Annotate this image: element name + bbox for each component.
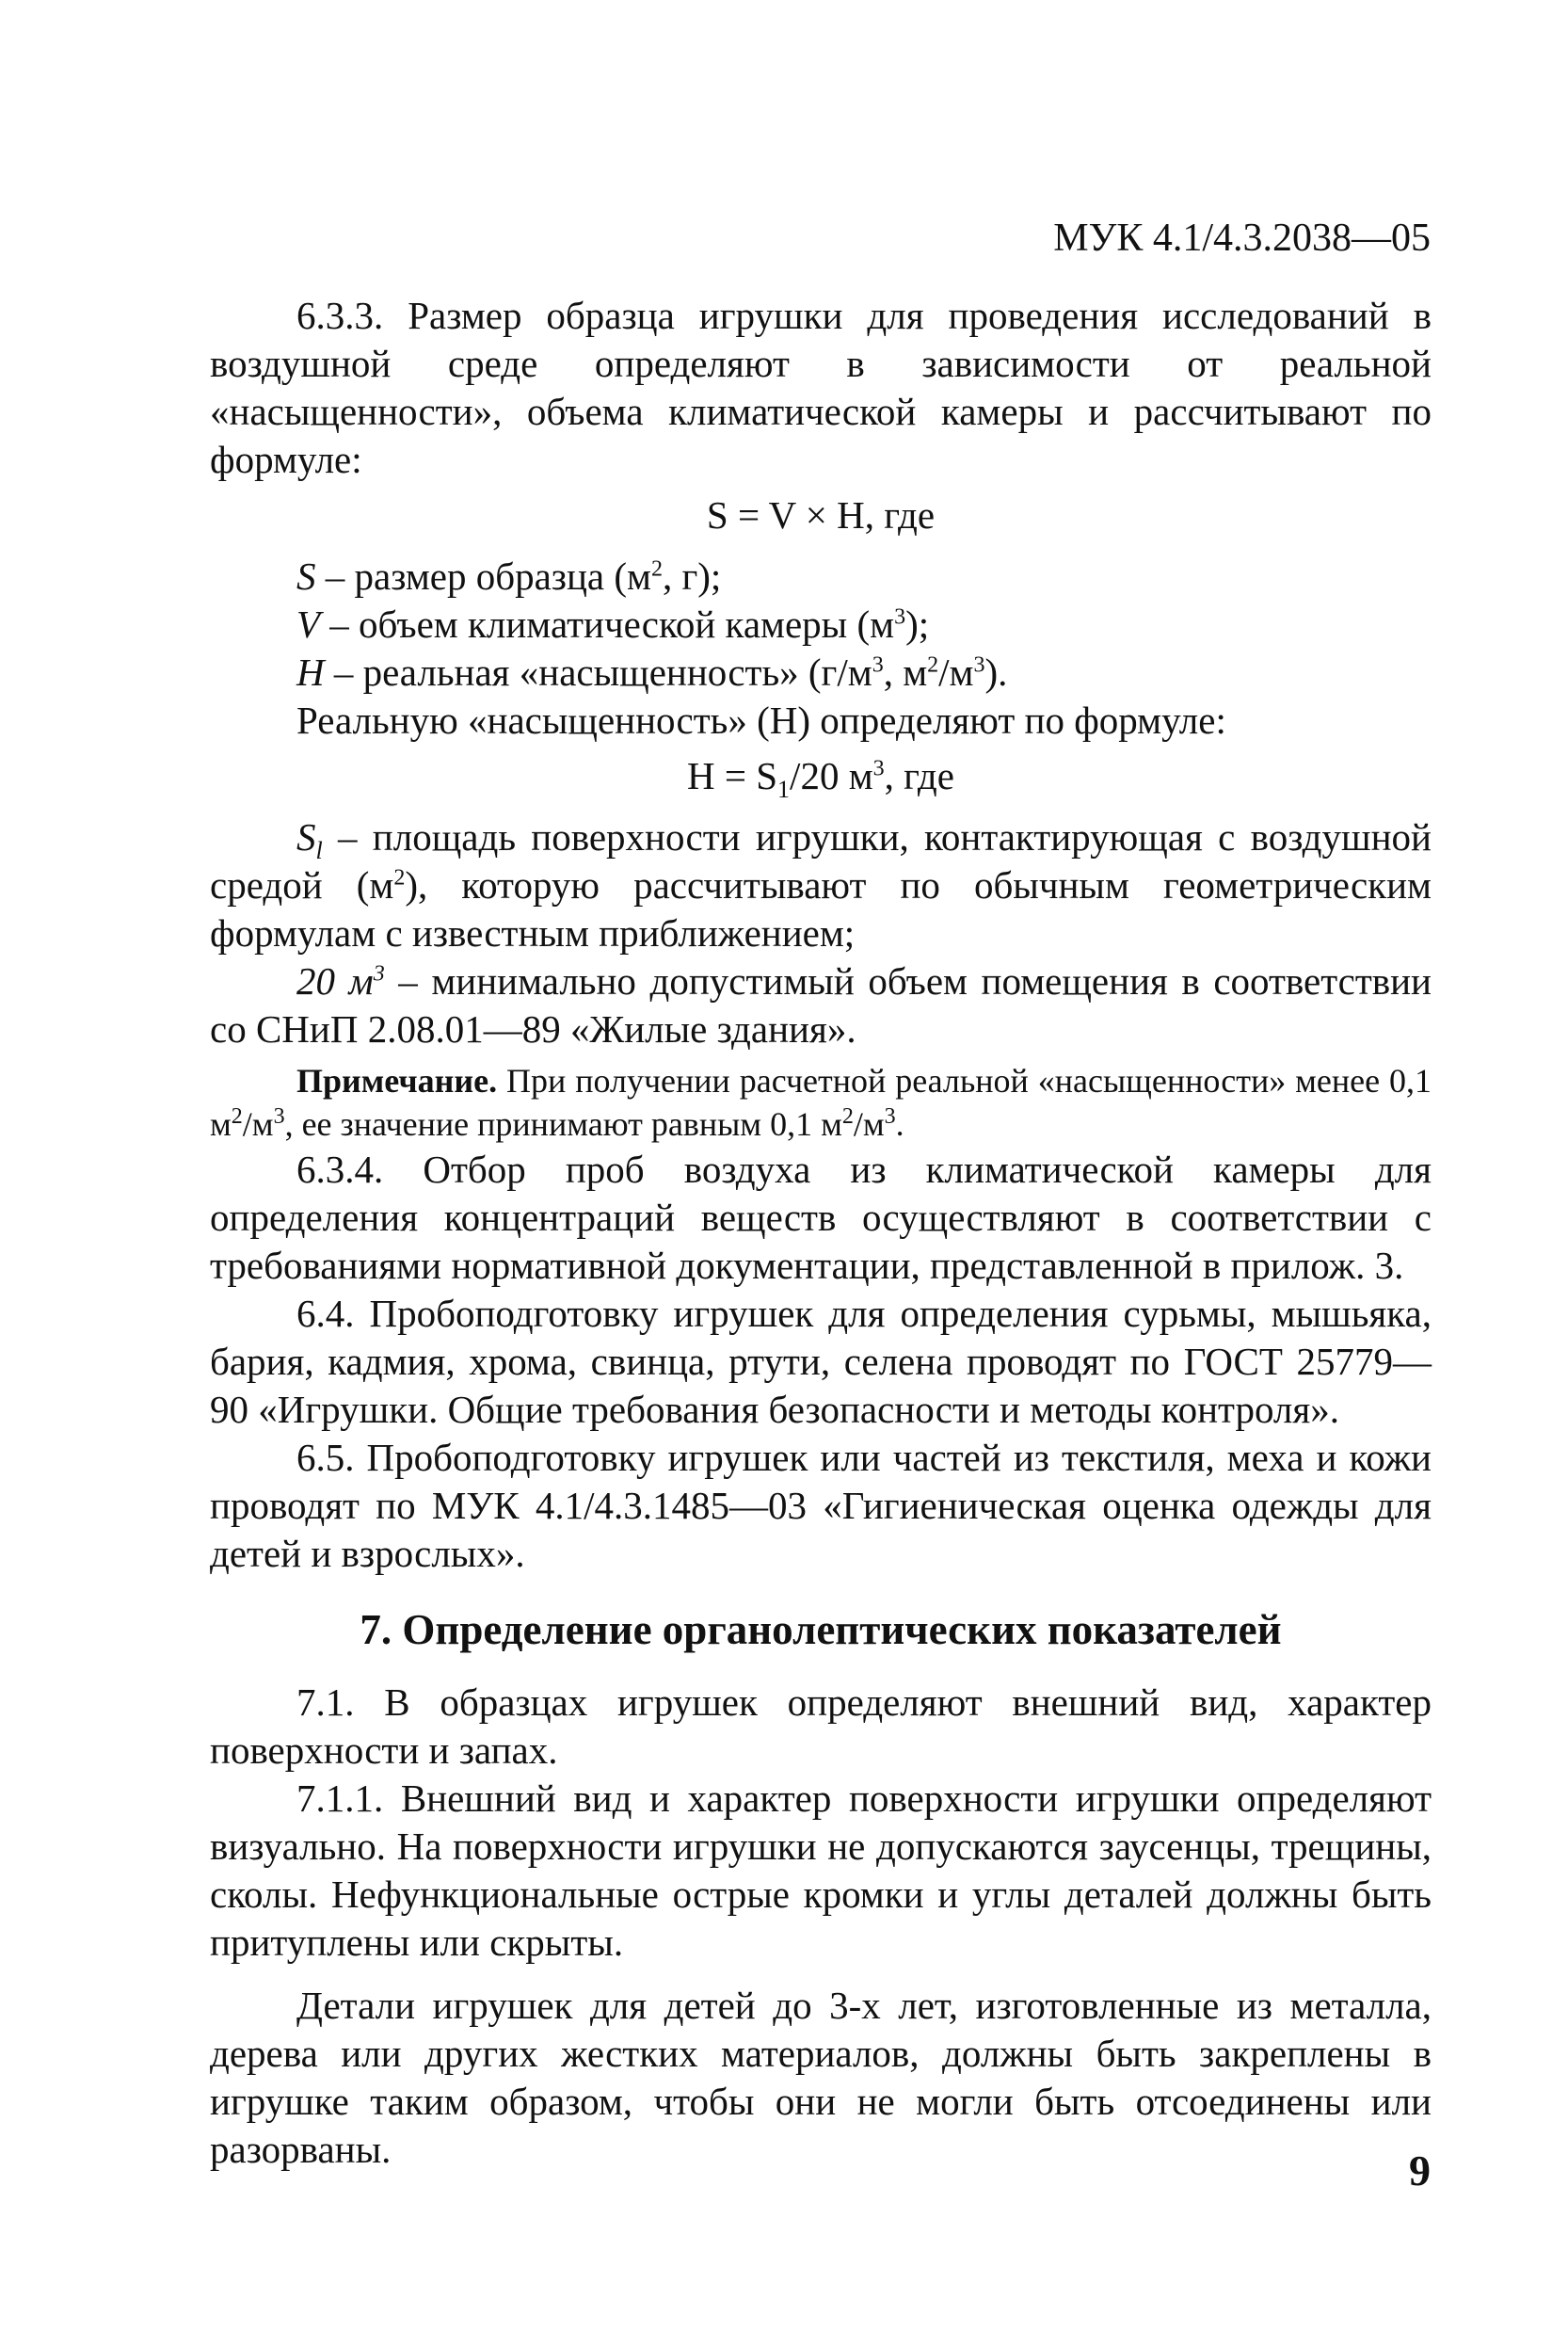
definition-v-symbol: V xyxy=(296,603,321,646)
definition-h-text-mid: , м xyxy=(883,651,928,694)
document-code-header: МУК 4.1/4.3.2038—05 xyxy=(1053,217,1431,260)
definition-h-text-unit: /м xyxy=(938,651,974,694)
definition-h-symbol: H xyxy=(296,651,325,694)
definition-h-text: – реальная «насыщенность» (г/м xyxy=(324,651,872,694)
definition-s1 xyxy=(210,813,1432,957)
note-superscript-3: 2 xyxy=(841,1104,854,1129)
formula-2-superscript: 3 xyxy=(872,756,885,781)
real-saturation-intro: Реальную «насыщенность» (Н) определяют по формуле: xyxy=(296,699,1226,742)
definition-v-superscript: 3 xyxy=(894,604,906,630)
note-superscript-1: 2 xyxy=(231,1104,243,1129)
note-text-a: При получении расчетной реальной «насыщенности» менее 0,1 м xyxy=(210,1062,1432,1143)
note-superscript-4: 3 xyxy=(884,1104,896,1129)
definition-h-superscript-2: 2 xyxy=(927,652,939,678)
definition-s-symbol: S xyxy=(296,555,316,598)
definition-20m3-text: – минимально допустимый объем помещения в соответствии со СНиП 2.08.01—89 «Жилые здания». xyxy=(210,959,1432,1051)
definition-v xyxy=(210,601,1432,649)
definition-s1-text: – площадь поверхности игрушки, контактирующая с воздушной средой (м xyxy=(210,815,1432,907)
paragraph-6-3-4: 6.3.4. Отбор проб воздуха из климатической камеры для определения концентраций веществ осуществляют в соответствии с требованиями нормативной документации, представленной в прилож. 3. xyxy=(210,1148,1432,1287)
section-7-heading: 7. Определение органолептических показателей xyxy=(360,1606,1282,1653)
note-paragraph xyxy=(210,1059,1432,1146)
note-text-b: /м xyxy=(242,1105,274,1143)
paragraph-7-1: 7.1. В образцах игрушек определяют внешний вид, характер поверхности и запах. xyxy=(210,1680,1432,1772)
note-label: Примечание. xyxy=(296,1062,498,1100)
definition-v-text: – объем климатической камеры (м xyxy=(320,603,895,646)
definition-s1-superscript: 2 xyxy=(393,865,406,891)
paragraph-6-4: 6.4. Пробоподготовку игрушек для определения сурьмы, мышьяка, бария, кадмия, хрома, свинца, ртути, селена проводят по ГОСТ 25779—90 «Игрушки. Общие требования безопасности и методы контроля». xyxy=(210,1292,1432,1431)
formula-1-suffix: , где xyxy=(864,493,936,537)
formula-2-suffix: , где xyxy=(884,754,954,797)
definition-s-superscript: 2 xyxy=(650,556,663,582)
formula-1-expression: S = V × H xyxy=(706,493,865,537)
definition-s1-text-end: ), которую рассчитывают по обычным геометрическим формулам с известным приближением; xyxy=(210,863,1432,955)
definition-h-superscript-1: 3 xyxy=(872,652,884,678)
formula-2-subscript: 1 xyxy=(777,776,791,804)
definition-s xyxy=(210,553,1432,601)
definition-v-text-end: ); xyxy=(905,603,930,646)
formula-2-expression-cont: /20 м xyxy=(790,754,873,797)
page-content xyxy=(210,292,1432,2174)
paragraph-toy-details: Детали игрушек для детей до 3-х лет, изготовленные из металла, дерева или других жестких материалов, должны быть закреплены в игрушке таким образом, чтобы они не могли быть отсоединены или разорваны. xyxy=(210,1984,1432,2171)
paragraph-6-3-3: 6.3.3. Размер образца игрушки для проведения исследований в воздушной среде определяют в зависимости от реальной «насыщенности», объема климатической камеры и рассчитывают по формуле: xyxy=(210,294,1432,481)
definition-s-text-end: , г); xyxy=(662,555,722,598)
definition-h-superscript-3: 3 xyxy=(973,652,985,678)
formula-2-expression: H = S xyxy=(687,754,778,797)
definition-h-text-end: ). xyxy=(984,651,1008,694)
definition-s-text: – размер образца (м xyxy=(315,555,651,598)
definition-s1-symbol-letter: S xyxy=(296,815,316,859)
definition-s1-symbol xyxy=(296,815,323,865)
definition-20m3-symbol xyxy=(296,959,385,1003)
note-superscript-2: 3 xyxy=(273,1104,285,1129)
paragraph-6-5: 6.5. Пробоподготовку игрушек или частей из текстиля, меха и кожи проводят по МУК 4.1/4.3.1485—03 «Гигиеническая оценка одежды для детей и взрослых». xyxy=(210,1436,1432,1575)
formula-h-equals-s1-over-20 xyxy=(210,752,1432,804)
definition-20m3-symbol-text: 20 м xyxy=(296,959,374,1003)
definition-h xyxy=(210,649,1432,697)
note-text-d: /м xyxy=(853,1105,885,1143)
definition-20m3-superscript: 3 xyxy=(373,961,385,987)
formula-s-equals-v-times-h xyxy=(210,491,1432,539)
definition-s1-subscript: l xyxy=(315,837,323,865)
note-text-e: . xyxy=(895,1105,904,1143)
paragraph-7-1-1: 7.1.1. Внешний вид и характер поверхности игрушки определяют визуально. На поверхности игрушки не допускаются заусенцы, трещины, сколы. Нефункциональные острые кромки и углы деталей должны быть притуплены или скрыты. xyxy=(210,1776,1432,1964)
note-text-c: , ее значение принимают равным 0,1 м xyxy=(284,1105,842,1143)
page-number: 9 xyxy=(1409,2146,1431,2194)
definition-20m3 xyxy=(210,957,1432,1053)
